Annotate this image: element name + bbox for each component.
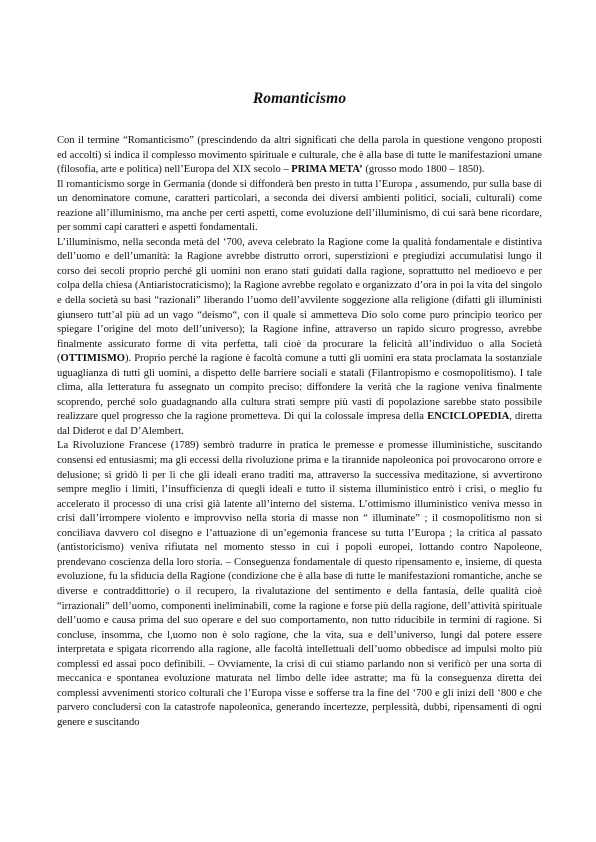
paragraph <box>57 178 542 236</box>
bold-text: PRIMA META’ <box>291 164 363 176</box>
text-run: (grosso modo 1800 – 1850). <box>362 164 485 176</box>
text-run: ). Proprio perché la ragione è facoltà comune a tutti gli uomini era stata proclamata la sostanziale uguaglianza di tutti gli uomini, a dispetto delle barriere sociali e statali (Filantropismo e cosmopolitismo). I tale clima, alla letteratura fu assegnato un compito preciso: diffondere la verità che la ragione veniva finalmente scoprendo, perché solo guadagnando alla cultura strati sempre più vasti di popolazione sarebbe stato possibile realizzare quel progresso che la ragione prometteva. Di qui la colossale impresa della <box>57 353 542 423</box>
paragraph <box>57 439 542 730</box>
text-run: Con il termine “Romanticismo” (prescindendo da altri significati che della parola in questione vengono proposti ed accolti) si indica il complesso movimento spirituale e culturale, che è alla base di tutte le manifestazioni umane (filosofia, arte e politica) nell’Europa del XIX secolo – <box>57 135 542 176</box>
text-run: L’illuminismo, nella seconda metà del ‘700, aveva celebrato la Ragione come la qualità fondamentale e distintiva dell’uomo e dell’umanità: la Ragione avrebbe distrutto orrori, superstizioni e pregiudizi accumulatisi lungo il corso dei secoli proprio perché gli uomini non erano stati guidati dalla ragione, soprattutto nel medioevo e per colpa della chiesa (Antiaristocraticismo); la Ragione avrebbe regolato e organizzato d’ora in poi la vita del singolo e della società su basi “razionali” liberando l’uomo dell’avvilente soggezione alla religione (difatti gli illuministi giunsero tutt’al più ad un vago “deismo“, con il quale si ammetteva Dio solo come puro principio teorico per spiegare l’origine del moto dell’universo); la Ragione infine, attraverso un rapido sicuro progresso, avrebbe finalmente assicurato forme di vita perfetta, tali cioè da procurare la felicità all’individuo o alla Società ( <box>57 236 542 365</box>
bold-text: ENCICLOPEDIA <box>427 411 510 423</box>
text-run: , diretta dal Diderot e dal D’Alembert. <box>57 411 543 437</box>
bold-text: OTTIMISMO <box>60 353 125 365</box>
paragraph <box>57 134 542 178</box>
text-run: Il romanticismo sorge in Germania (donde si diffonderà ben presto in tutta l’Europa , assumendo, pur sulla base di un denominatore comune, caratteri particolari, a seconda dei diversi ambienti politici, sociali, culturali) come reazione all’illuminismo, ma anche per certi aspetti, come evoluzione dell’illuminismo, di cui sarà bene ricordare, per sommi capi caratteri e aspetti fondamentali. <box>57 178 542 234</box>
paragraph <box>57 236 542 440</box>
text-run: La Rivoluzione Francese (1789) sembrò tradurre in pratica le premesse e promesse illuministiche, suscitando consensi ed entusiasmi; ma gli eccessi della rivoluzione prima e la tirannide napoleonica poi provocarono orrore e delusione; si gridò li per lì che gli ideali erano traditi ma, attraverso la successiva meditazione, si avvertirono sempre meglio i limiti, l’insufficienza di quegli ideali e tutto il sistema illuministico entrò i crisi, o meglio fu accelerato il processo di una crisi già latente all’interno del sistema. L’ottimismo illuministico veniva messo in crisi dall’irrompere violento e improvviso nella storia di masse non “ illuminate” ; il cosmopolitismo non si conciliava davvero col disegno e l’attuazione di un’egemonia francese su tutta l’Europa ; la critica al passato (antistoricismo) veniva rifiutata nel momento stesso in cui i popoli europei, lottando contro Napoleone, prendevano coscienza della loro storia. – Conseguenza fondamentale di questo ripensamento e, insieme, di questa evoluzione, fu la sfiducia della Ragione (condizione che è alla base di tutte le manifestazioni romantiche, anche se diverse e contraddittorie) o il recupero, la rivalutazione del sentimento e della fantasia, delle qualità cioè “irrazionali” dell’uomo, componenti ineliminabili, come la ragione e forse più della ragione, dell’attività spirituale dell’uomo e causa prima del suo operare e del suo comportamento, non tutto riducibile in termini di ragione. Si concluse, insomma, che l,uomo non è solo ragione, che la vita, sua e dell’universo, lungi dal potere essere interpretata e spigata ricorrendo alla ragione, alle facoltà intellettuali dell’uomo obbedisce ad impulsi molto più complessi ed assai poco definibili. – Ovviamente, la crisi di cui stiamo parlando non si verificò per una sorta di meccanica e spontanea evoluzione maturata nel limbo delle idee astratte; ma fù la conseguenza diretta dei complessi avvenimenti storico colturali che l’Europa visse e sofferse tra la fine del ‘700 e gli inizi dell ‘800 e che parvero concludersi con la catastrofe napoleonica, generando incertezze, perplessità, dubbi, ripensamenti di ogni genere e suscitando <box>57 440 542 728</box>
page-title: Romanticismo <box>252 90 347 107</box>
document-body <box>57 134 542 730</box>
